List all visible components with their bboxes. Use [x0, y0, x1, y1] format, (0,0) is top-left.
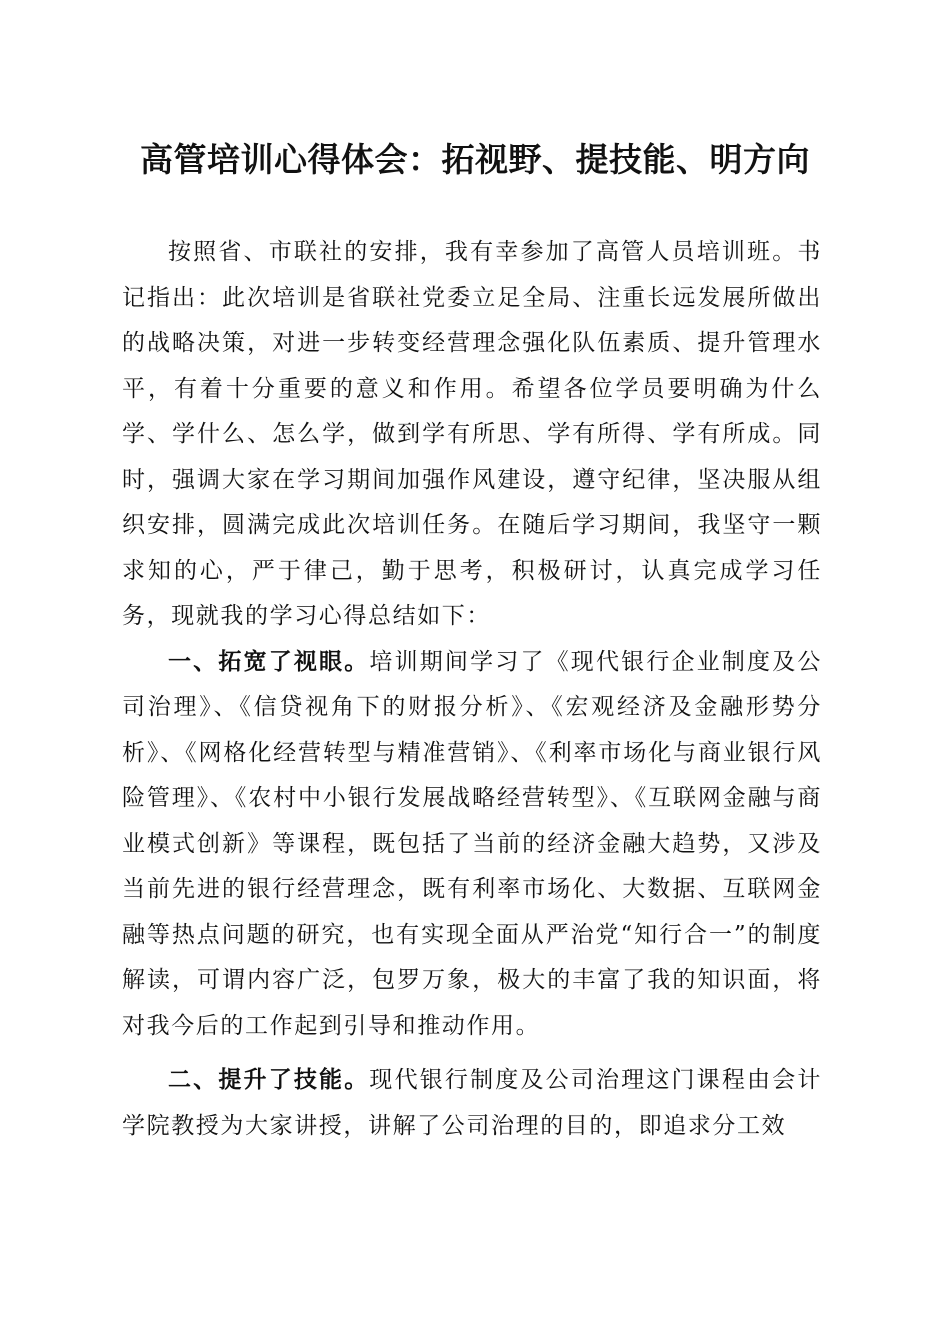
section-two-paragraph [122, 1058, 822, 1149]
document-title: 高管培训心得体会：拓视野、提技能、明方向 [140, 140, 810, 179]
section-one-text: 培训期间学习了《现代银行企业制度及公司治理》、《信贷视角下的财报分析》、《宏观经济及金融形势分析》、《网格化经营转型与精准营销》、《利率市场化与商业银行风险管理》、《农村中小银行发展战略经营转型》、《互联网金融与商业模式创新》等课程，既包括了当前的经济金融大趋势，又涉及当前先进的银行经营理念，既有利率市场化、大数据、互联网金融等热点问题的研究，也有实现全面从严治党“知行合一”的制度解读，可谓内容广泛，包罗万象，极大的丰富了我的知识面，将对我今后的工作起到引导和推动作用。 [122, 648, 822, 1039]
intro-paragraph-text: 按照省、市联社的安排，我有幸参加了高管人员培训班。书记指出：此次培训是省联社党委立足全局、注重长远发展所做出的战略决策，对进一步转变经营理念强化队伍素质、提升管理水平，有着十分重要的意义和作用。希望各位学员要明确为什么学、学什么、怎么学，做到学有所思、学有所得、学有所成。同时，强调大家在学习期间加强作风建设，遵守纪律，坚决服从组织安排，圆满完成此次培训任务。在随后学习期间，我坚守一颗求知的心，严于律己，勤于思考，积极研讨，认真完成学习任务，现就我的学习心得总结如下： [122, 239, 822, 629]
section-two-text: 现代银行制度及公司治理这门课程由会计学院教授为大家讲授，讲解了公司治理的目的，即追求分工效 [122, 1067, 822, 1139]
document-body [122, 230, 822, 1149]
section-one-paragraph [122, 640, 822, 1050]
section-two-heading: 二、提升了技能。 [168, 1067, 370, 1093]
section-one-heading: 一、拓宽了视眼。 [168, 648, 370, 675]
intro-paragraph [122, 230, 822, 640]
